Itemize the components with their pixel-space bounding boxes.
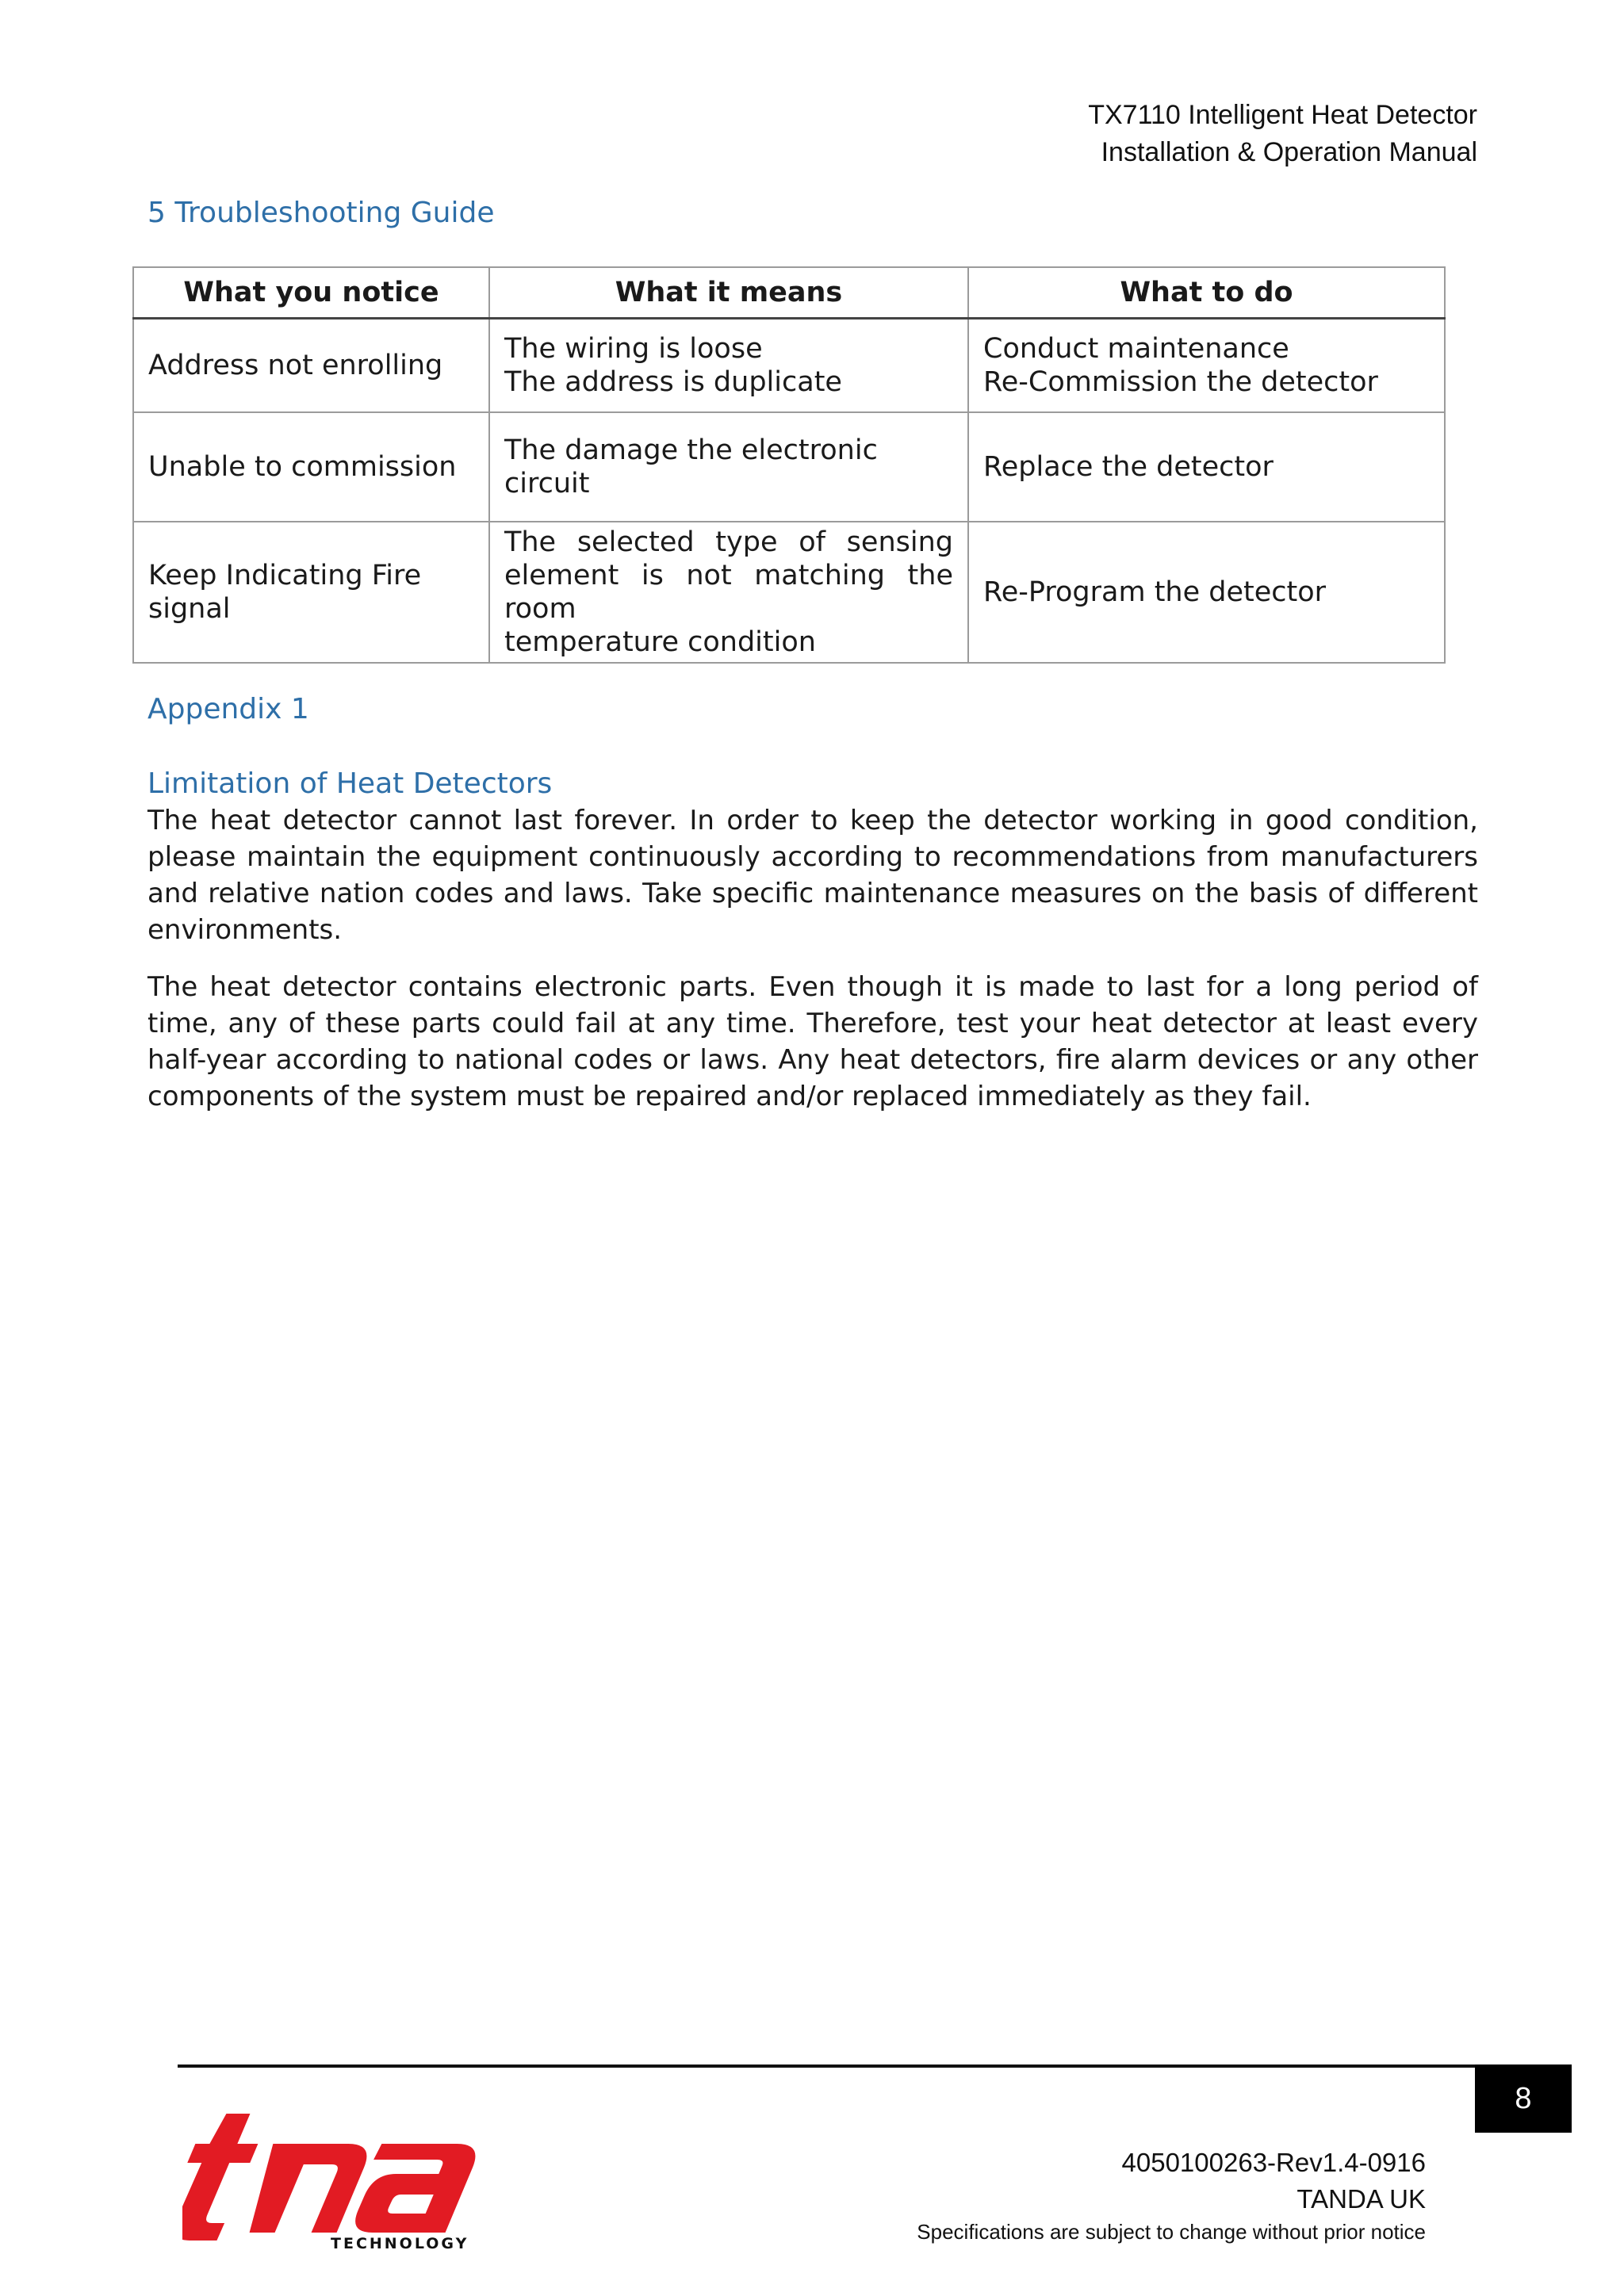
cell-do [968, 522, 1445, 663]
cell-line: Conduct maintenance [983, 332, 1289, 365]
table-row [133, 319, 1445, 412]
cell-line: The damage the electronic circuit [504, 434, 878, 499]
footer-divider [178, 2064, 1475, 2068]
company-name: TANDA UK [1297, 2184, 1426, 2214]
section-title: 5 Troubleshooting Guide [147, 197, 495, 229]
appendix-title: Appendix 1 [147, 693, 309, 725]
cell-line: The address is duplicate [504, 365, 842, 398]
column-header-do: What to do [968, 267, 1445, 319]
document-number: 4050100263-Rev1.4-0916 [1121, 2148, 1426, 2177]
tna-technology-logo [182, 2104, 500, 2255]
column-header-means: What it means [489, 267, 968, 319]
paragraph: The heat detector cannot last forever. In order to keep the detector working in good condition, please maintain the equipment continuously according to recommendations from manufacturers and relative nation codes and laws. Take specific maintenance measures on the basis of different environments. [147, 805, 1478, 946]
cell-means [489, 522, 968, 663]
subsection-title: Limitation of Heat Detectors [147, 767, 553, 800]
cell-do [968, 319, 1445, 412]
cell-line: The selected type of sensing [504, 526, 953, 558]
document-header [1088, 97, 1477, 171]
page-number: 8 [1475, 2064, 1572, 2133]
footer-note: Specifications are subject to change without prior notice [917, 2220, 1426, 2244]
cell-line: element is not matching the room [504, 559, 953, 625]
cell-means [489, 412, 968, 522]
cell-line: The wiring is loose [504, 332, 763, 365]
footer-info [1122, 2145, 1426, 2218]
cell-line: Re-Commission the detector [983, 365, 1378, 398]
cell-do [968, 412, 1445, 522]
table-row [133, 412, 1445, 522]
cell-notice: Keep Indicating Fire signal [133, 522, 489, 663]
cell-line: temperature condition [504, 626, 816, 658]
header-title: TX7110 Intelligent Heat Detector [1088, 100, 1477, 130]
logo-subtext: TECHNOLOGY [331, 2235, 469, 2252]
header-subtitle: Installation & Operation Manual [1101, 137, 1477, 167]
cell-notice: Address not enrolling [133, 319, 489, 412]
cell-means [489, 319, 968, 412]
column-header-notice: What you notice [133, 267, 489, 319]
logo-mark [182, 2114, 485, 2241]
cell-line: Re-Program the detector [983, 576, 1327, 608]
paragraph: The heat detector contains electronic parts. Even though it is made to last for a long period of time, any of these parts could fail at any time. Therefore, test your heat detector at least every half-year according to national codes or laws. Any heat detectors, fire alarm devices or any other components of the system must be repaired and/or replaced immediately as they fail. [147, 971, 1478, 1112]
table-row [133, 522, 1445, 663]
cell-notice: Unable to commission [133, 412, 489, 522]
troubleshooting-table [132, 266, 1446, 664]
cell-line: Replace the detector [983, 450, 1274, 483]
table-header-row [133, 267, 1445, 319]
